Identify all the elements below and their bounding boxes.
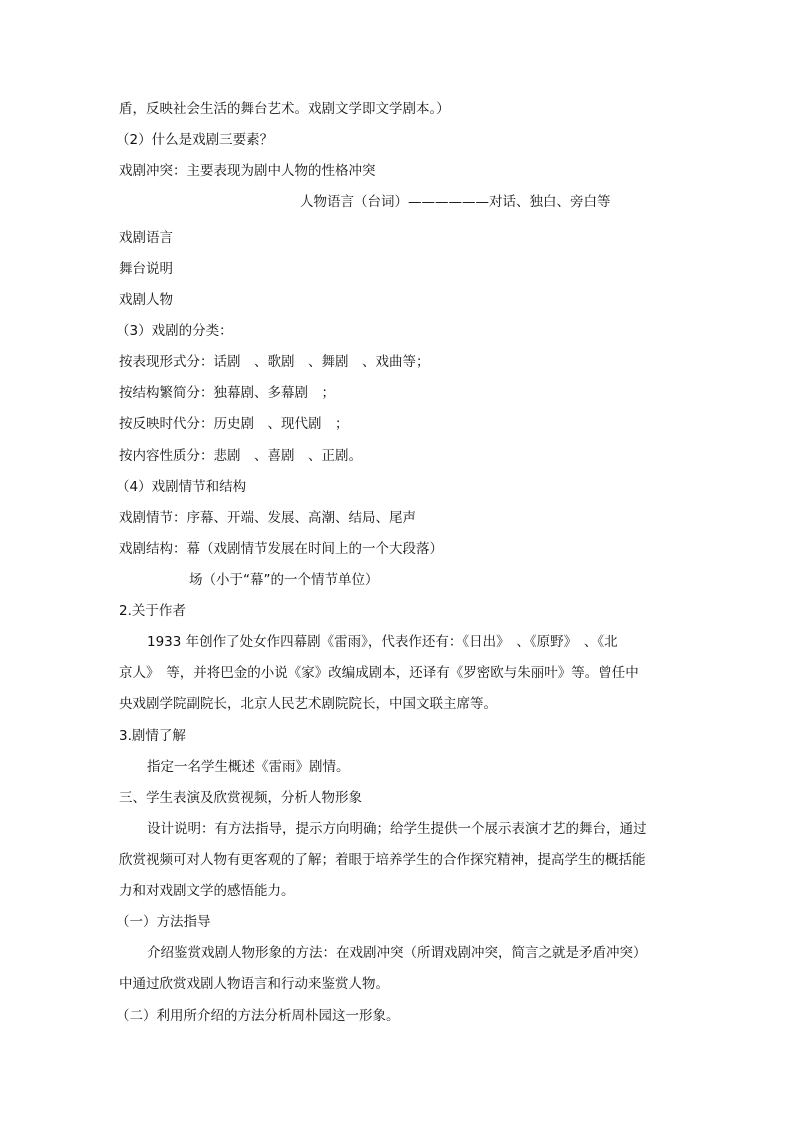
text-line: 京人》 等，并将巴金的小说《家》改编成剧本，还译有《罗密欧与朱丽叶》等。曾任中 bbox=[119, 665, 639, 681]
text-line: （2）什么是戏剧三要素？ bbox=[116, 132, 274, 148]
text-line: 设计说明：有方法指导，提示方向明确；给学生提供一个展示表演才艺的舞台，通过 bbox=[147, 821, 647, 837]
text-line: 力和对戏剧文学的感悟能力。 bbox=[119, 883, 295, 899]
text-line: 中通过欣赏戏剧人物语言和行动来鉴赏人物。 bbox=[119, 976, 389, 992]
text-line: 戏剧冲突：主要表现为剧中人物的性格冲突 bbox=[119, 163, 376, 179]
text-line: 1933 年创作了处女作四幕剧《雷雨》，代表作还有：《日出》 、《原野》 、《北 bbox=[147, 634, 618, 650]
text-line: 舞台说明 bbox=[119, 261, 173, 277]
text-line: 欣赏视频可对人物有更客观的了解；着眼于培养学生的合作探究精神，提高学生的概括能 bbox=[119, 852, 646, 868]
section-heading: （一）方法指导 bbox=[116, 914, 211, 930]
section-heading: （二）利用所介绍的方法分析周朴园这一形象。 bbox=[116, 1008, 400, 1024]
text-line: 按内容性质分：悲剧 、喜剧 、正剧。 bbox=[119, 448, 362, 464]
text-line: 指定一名学生概述《雷雨》剧情。 bbox=[147, 759, 350, 775]
text-line: 戏剧人物 bbox=[119, 292, 173, 308]
text-line: 戏剧情节：序幕、开端、发展、高潮、结局、尾声 bbox=[119, 510, 416, 526]
text-line: 盾，反映社会生活的舞台艺术。戏剧文学即文学剧本。） bbox=[119, 101, 450, 117]
section-heading: 2.关于作者 bbox=[119, 603, 186, 619]
text-line: 场（小于“幕”的一个情节单位） bbox=[189, 572, 379, 588]
text-line: 人物语言（台词）——————对话、独白、旁白等 bbox=[300, 194, 611, 210]
text-line: 介绍鉴赏戏剧人物形象的方法：在戏剧冲突（所谓戏剧冲突，简言之就是矛盾冲突） bbox=[147, 945, 647, 961]
section-heading: 三、学生表演及欣赏视频，分析人物形象 bbox=[119, 790, 362, 806]
text-line: （3）戏剧的分类： bbox=[116, 323, 233, 339]
text-line: 戏剧结构：幕（戏剧情节发展在时间上的一个大段落） bbox=[119, 541, 443, 557]
text-line: 央戏剧学院副院长，北京人民艺术剧院院长，中国文联主席等。 bbox=[119, 696, 497, 712]
text-line: 按反映时代分：历史剧 、现代剧 ； bbox=[119, 416, 349, 432]
text-line: 按结构繁简分：独幕剧、多幕剧 ； bbox=[119, 385, 335, 401]
text-line: （4）戏剧情节和结构 bbox=[116, 479, 247, 495]
text-line: 戏剧语言 bbox=[119, 230, 173, 246]
text-line: 按表现形式分：话剧 、歌剧 、舞剧 、戏曲等； bbox=[119, 354, 430, 370]
section-heading: 3.剧情了解 bbox=[119, 728, 186, 744]
